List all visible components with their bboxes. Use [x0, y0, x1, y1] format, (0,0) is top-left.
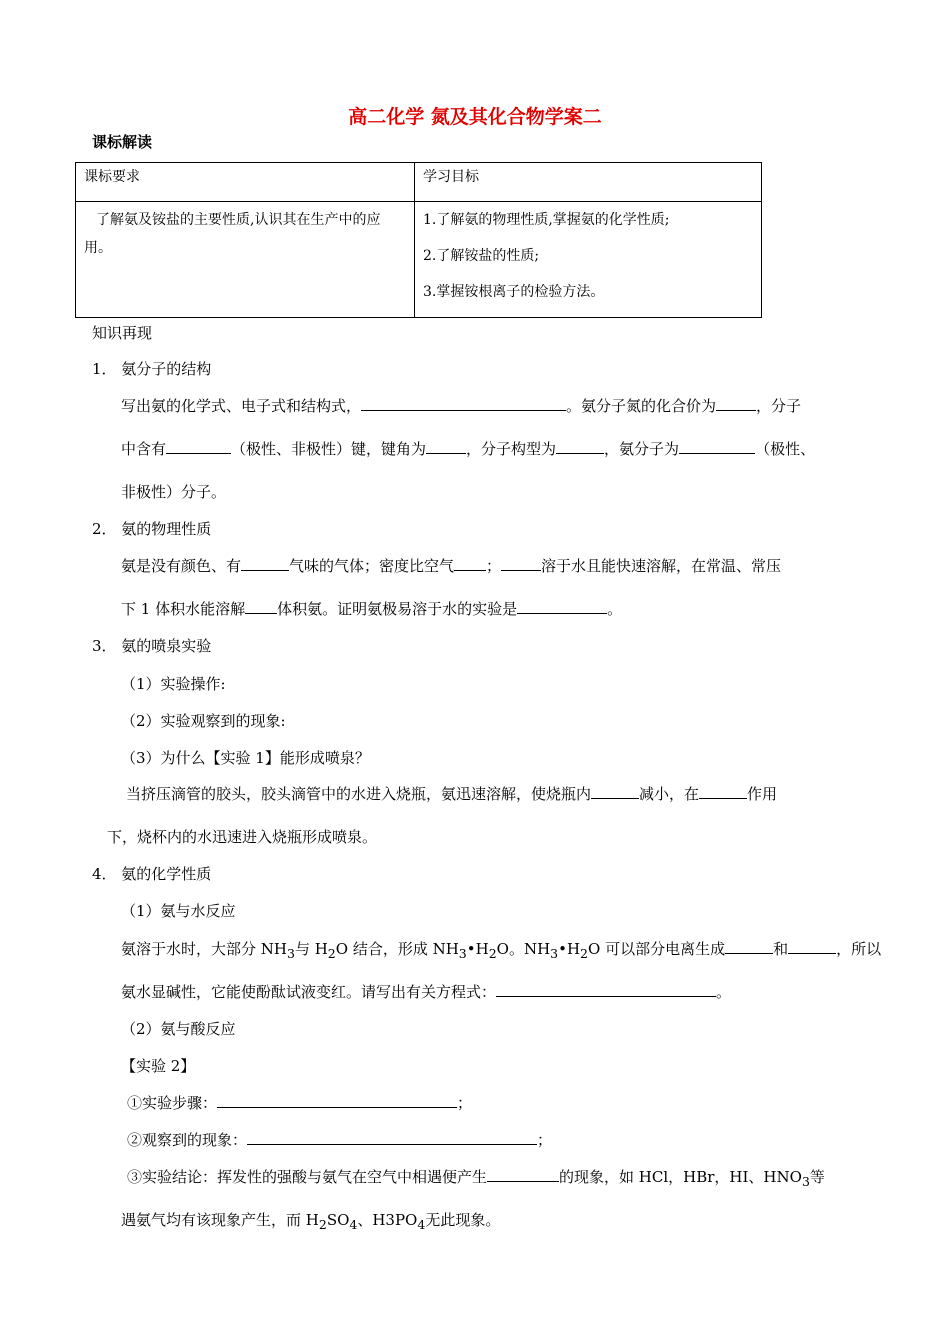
- text: •H: [558, 940, 581, 958]
- text: 中含有: [121, 440, 167, 458]
- fill-blank[interactable]: [716, 395, 756, 411]
- text: （极性、非极性）键，键角为: [231, 440, 427, 458]
- section-1-line-3: 非极性）分子。: [121, 483, 227, 501]
- text: 当挤压滴管的胶头，胶头滴管中的水进入烧瓶，氨迅速溶解，使烧瓶内: [126, 785, 592, 803]
- section-4-line-2: [121, 981, 731, 1002]
- curriculum-table: [75, 162, 762, 318]
- table-header-requirements: 课标要求: [76, 163, 415, 202]
- fill-blank[interactable]: [245, 598, 277, 614]
- fill-blank[interactable]: [556, 438, 604, 454]
- knowledge-heading: 知识再现: [92, 324, 153, 342]
- section-3-operation: （1）实验操作:: [121, 675, 226, 693]
- fill-blank[interactable]: [679, 438, 755, 454]
- subscript: 3: [550, 946, 559, 961]
- text: O 结合，形成 NH: [335, 940, 459, 958]
- fill-blank[interactable]: [241, 555, 289, 571]
- section-3-question: （3）为什么【实验 1】能形成喷泉？: [121, 749, 370, 767]
- text: 下 1 体积水能溶解: [121, 600, 246, 618]
- section-4-heading: 4． 氨的化学性质: [92, 865, 212, 883]
- text: ，氨分子为: [604, 440, 680, 458]
- fill-blank[interactable]: [166, 438, 231, 454]
- text: 氨溶于水时，大部分 NH: [121, 940, 287, 958]
- text: ；: [457, 1094, 473, 1112]
- section-label-curriculum: 课标解读: [92, 133, 153, 151]
- section-1-line-2: [121, 438, 815, 459]
- section-2-heading: 2． 氨的物理性质: [92, 520, 212, 538]
- text: SO: [326, 1211, 350, 1229]
- section-3-answer-line-2: 下，烧杯内的水迅速进入烧瓶形成喷泉。: [107, 828, 378, 846]
- subscript: 2: [488, 946, 497, 961]
- section-4-sub-2: （2）氨与酸反应: [121, 1020, 236, 1038]
- section-2-line-2: [121, 598, 622, 619]
- page-title: 高二化学 氮及其化合物学案二: [348, 106, 602, 128]
- text: 。氨分子氮的化合价为: [566, 397, 717, 415]
- fill-blank[interactable]: [454, 555, 486, 571]
- text: 等: [809, 1168, 825, 1186]
- section-4-line-1: [121, 938, 881, 961]
- subscript: 3: [801, 1174, 810, 1189]
- experiment-2-phenomenon: [127, 1129, 552, 1150]
- goals-cell: [415, 202, 762, 318]
- section-3-answer-line-1: [126, 783, 777, 804]
- text: O 可以部分电离生成: [588, 940, 726, 958]
- text: 体积氨。证明氨极易溶于水的实验是: [277, 600, 518, 618]
- goal-item: 1.了解氨的物理性质,掌握氨的化学性质;: [423, 212, 670, 228]
- fill-blank[interactable]: [517, 598, 607, 614]
- fill-blank[interactable]: [591, 783, 639, 799]
- text: 与 H: [294, 940, 328, 958]
- subscript: 2: [580, 946, 588, 961]
- text: ；: [486, 557, 502, 575]
- subscript: 3: [458, 946, 467, 961]
- text: 。: [607, 600, 623, 618]
- fill-blank[interactable]: [501, 555, 541, 571]
- text: （极性、: [755, 440, 816, 458]
- text: ，所以: [836, 940, 882, 958]
- subscript: 2: [327, 946, 336, 961]
- subscript: 4: [417, 1217, 426, 1232]
- fill-blank[interactable]: [217, 1092, 457, 1108]
- section-1-heading: 1． 氨分子的结构: [92, 360, 212, 378]
- goal-item: 3.掌握铵根离子的检验方法。: [423, 284, 605, 300]
- text: 作用: [747, 785, 778, 803]
- text: 的现象，如 HCl，HBr，HI、HNO: [559, 1168, 802, 1186]
- fill-blank[interactable]: [426, 438, 466, 454]
- text: 。: [716, 983, 732, 1001]
- text: ，分子: [756, 397, 802, 415]
- text: 气味的气体；密度比空气: [289, 557, 455, 575]
- requirement-text: 了解氨及铵盐的主要性质,认识其在生产中的应用。: [84, 212, 381, 256]
- section-1-line-1: [121, 395, 801, 416]
- subscript: 3: [286, 946, 295, 961]
- text: ，分子构型为: [466, 440, 557, 458]
- fill-blank[interactable]: [725, 938, 773, 954]
- experiment-2-conclusion-line-1: [127, 1166, 825, 1189]
- text: 写出氨的化学式、电子式和结构式，: [121, 397, 362, 415]
- section-3-observation: （2）实验观察到的现象:: [121, 712, 286, 730]
- text: ③实验结论：挥发性的强酸与氨气在空气中相遇便产生: [127, 1168, 488, 1186]
- text: ①实验步骤：: [127, 1094, 218, 1112]
- goal-item: 2.了解铵盐的性质;: [423, 248, 540, 264]
- section-4-sub-1: （1）氨与水反应: [121, 902, 236, 920]
- subscript: 2: [318, 1217, 327, 1232]
- text: 遇氨气均有该现象产生，而 H: [121, 1211, 319, 1229]
- fill-blank[interactable]: [247, 1129, 537, 1145]
- experiment-2-conclusion-line-2: [121, 1209, 500, 1232]
- section-2-line-1: [121, 555, 781, 576]
- text: 、H3PO: [357, 1211, 418, 1229]
- fill-blank[interactable]: [487, 1166, 559, 1182]
- requirement-cell: [76, 202, 415, 318]
- fill-blank[interactable]: [496, 981, 716, 997]
- fill-blank[interactable]: [699, 783, 747, 799]
- experiment-2-label: 【实验 2】: [121, 1057, 196, 1075]
- subscript: 4: [349, 1217, 358, 1232]
- text: 和: [773, 940, 789, 958]
- text: ；: [537, 1131, 553, 1149]
- fill-blank[interactable]: [361, 395, 566, 411]
- table-header-goals: 学习目标: [415, 163, 762, 202]
- text: 溶于水且能快速溶解，在常温、常压: [541, 557, 782, 575]
- experiment-2-steps: [127, 1092, 472, 1113]
- section-3-heading: 3． 氨的喷泉实验: [92, 637, 212, 655]
- text: 无此现象。: [425, 1211, 501, 1229]
- text: •H: [466, 940, 489, 958]
- fill-blank[interactable]: [788, 938, 836, 954]
- text: 氨是没有颜色、有: [121, 557, 242, 575]
- text: 减小，在: [639, 785, 700, 803]
- text: 氨水显碱性，它能使酚酞试液变红。请写出有关方程式：: [121, 983, 497, 1001]
- text: ②观察到的现象：: [127, 1131, 248, 1149]
- text: O。NH: [496, 940, 551, 958]
